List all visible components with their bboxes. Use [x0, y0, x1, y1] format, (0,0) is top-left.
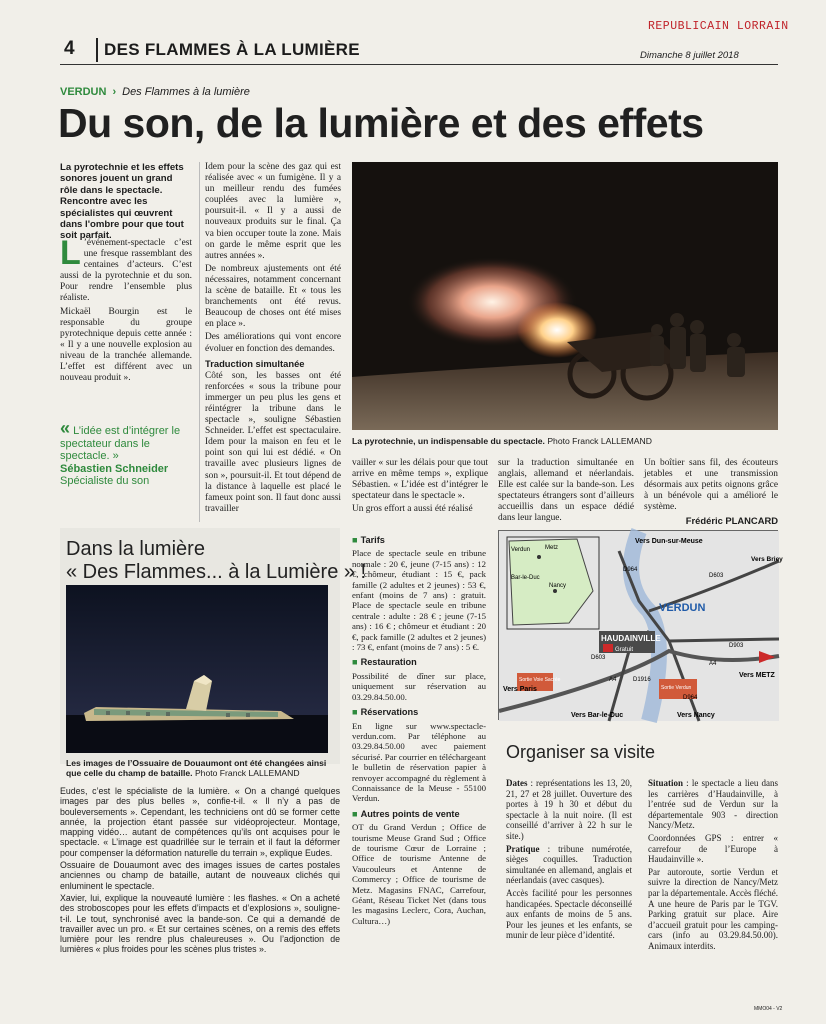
tarifs-heading: ■ Tarifs	[352, 535, 385, 545]
map-label-verdun: VERDUN	[659, 602, 706, 614]
quote-text: L’idée est d’intégrer le spectateur dans le spectacle. »	[60, 425, 181, 463]
header-rule	[60, 64, 778, 65]
sidebar-paragraph: Eudes, c’est le spécialiste de la lumière. « On a changé quelques images par des plus belles », confie-t-il. « Il n’y a pas de bouleversements ». Cependant, les techniciens ont dû se former cette année, la projection étant passée sur vidéoprojecteur. Montage, mapping vidéo… autant de compétences qu’ils ont acquises pour le spectacle. « L’image est quadrillée sur le terrain et il faut la déformer pour compenser la déformation naturelle du terrain », explique Eudes.	[60, 786, 340, 858]
photo-credit: Photo Franck LALLEMAND	[547, 436, 652, 446]
article-column-2	[205, 162, 341, 517]
map-label-d903: D903	[729, 643, 744, 649]
visit-paragraph: Accès facilité pour les personnes handicapées. Spectacle déconseillé aux enfants de moins de 5 ans. Pour les jeunes et les enfants, se munir de leur pièce d’identité.	[506, 887, 632, 941]
column-divider	[199, 162, 200, 522]
article-paragraph: Un gros effort a aussi été réalisé	[352, 504, 473, 515]
article-paragraph: Idem pour la scène des gaz qui est réalisée avec « un fumigène. Il y a un meilleur rendu des fumées couplées avec la lumière », poursuit-il. « Il y a aussi de nouveaux produits sur le final. Ça va bien occuper toute la zone. Mais on garde le même esprit que les autres années ».	[205, 162, 341, 261]
article-column-4	[498, 458, 634, 527]
map-label-sortie-verdun: Sortie Verdun	[661, 685, 692, 691]
article-paragraph: De nombreux ajustements ont été nécessaires, notamment concernant la scène de bataille. Et « tous les branchements ont été revus. Beaucoup de choses ont été mises en place ».	[205, 263, 341, 330]
article-paragraph: Des améliorations qui vont encore évoluer en fonction des demandes.	[205, 332, 341, 354]
sidebar-title-line: « Des Flammes... à la Lumière » !	[66, 561, 367, 583]
map-label-metz-inset: Metz	[545, 545, 559, 551]
quote-role: Spécialiste du son	[60, 475, 150, 488]
map-label-a4: A4	[609, 677, 617, 683]
visit-paragraph: Situation : le spectacle a lieu dans les carrières d’Haudainville, à l’entrée sud de Verdun sur la départementale 903 - direction Nancy/Metz.	[648, 778, 778, 831]
kicker	[60, 86, 250, 98]
map-label-metz: Vers METZ	[739, 672, 775, 679]
article-paragraph: sur la traduction simultanée en anglais, allemand et néerlandais. Elle est calée sur la bande-son. Les spectateurs étrangers sont d’ailleurs accueillis dans un espace dédié dans leur langue.	[498, 458, 634, 524]
page-number: 4	[64, 38, 75, 59]
headline: Du son, de la lumière et des effets	[58, 100, 704, 146]
sidebar-photo-credit: Photo Franck LALLEMAND	[194, 768, 300, 778]
visit-paragraph: Dates : représentations les 13, 20, 21, 27 et 28 juillet. Ouverture des portes à 19 h 30 et début du spectacle à la nuit noire. (Il est conseillé d’arriver à 22 h sur le site.)	[506, 778, 632, 841]
newspaper-stamp: REPUBLICAIN LORRAIN	[648, 20, 789, 33]
visit-title: Organiser sa visite	[506, 742, 656, 762]
map-label-verdun-inset: Verdun	[511, 547, 531, 553]
article-signature: Frédéric PLANCARD	[685, 515, 778, 527]
map-label-paris: Vers Paris	[503, 686, 537, 693]
restauration-text: Possibilité de dîner sur place, uniquement sur réservation au 03.29.84.50.00.	[352, 670, 486, 702]
sidebar-paragraph: Xavier, lui, explique la nouveauté lumière : les flashes. « On a acheté des stroboscopes pour les effets d’impacts et d’explosions », souligne-t-il. Le tout, synchronisé avec la bande-son. Ce qui a demandé de travailler avec un pro. « Et sur certaines scènes, on a remis des effets lumière pour les rendre plus chaleureuses ». Ou l’adjonction de lumières « plus froides pour les scènes plus tristes ».	[60, 892, 340, 955]
access-map	[498, 530, 783, 720]
map-label-bar-le-duc: Vers Bar-le-Duc	[571, 712, 624, 719]
map-label-bar-inset: Bar-le-Duc	[511, 575, 540, 581]
sidebar-caption-text: Les images de l’Ossuaire de Douaumont ont été changées ainsi que celle du champ de bataille.	[66, 758, 327, 778]
sidebar-text	[60, 786, 340, 957]
pull-quote	[60, 418, 192, 488]
map-label-nancy: Vers Nancy	[677, 712, 715, 719]
issue-date: Dimanche 8 juillet 2018	[640, 50, 739, 61]
photo-caption-text: La pyrotechnie, un indispensable du spectacle.	[352, 436, 545, 446]
reservations-heading: ■ Réservations	[352, 707, 419, 718]
sidebar-photo-caption	[66, 758, 334, 778]
article-subhead: Traduction simultanée	[205, 357, 305, 369]
map-label-d1916: D1916	[633, 677, 651, 683]
article-paragraph: vailler « sur les délais pour que tout arrive en même temps », explique Sébastien. « L’idée est d’intégrer le spectateur dans le spectacle ».	[352, 458, 488, 502]
article-column-5	[644, 458, 778, 529]
map-label-haudainville: HAUDAINVILLE	[601, 634, 661, 643]
quote-author: Sébastien Schneider	[60, 462, 169, 475]
article-column-3	[352, 458, 488, 517]
kicker-section: Des Flammes à la lumière	[122, 86, 250, 98]
article-paragraph: ’événement-spectacle c’est une fresque rassemblant des centaines d’acteurs. C’est aussi de la pyrotechnie et du son. Pour rendre l’ensemble plus réaliste.	[60, 238, 192, 304]
page-footer-code: MMO04 - V2	[754, 1006, 783, 1012]
cannon-photo	[352, 162, 778, 430]
practical-info	[352, 530, 486, 928]
map-label-gratuit: Gratuit	[615, 647, 634, 653]
visit-column-2	[648, 778, 778, 954]
map-label-d603: D603	[709, 573, 724, 579]
map-label-sortie-voie-sacree: Sortie Voie Sacrée	[519, 677, 561, 683]
sidebar-title-line: Dans la lumière	[66, 538, 205, 560]
quote-mark-icon: «	[60, 418, 71, 438]
standfirst: La pyrotechnie et les effets sonores jouent un grand rôle dans le spectacle. Rencontre avec les spécialistes qui œuvrent dans l'ombre pour que tout soit parfait.	[60, 162, 184, 242]
restauration-heading: ■ Restauration	[352, 657, 417, 668]
tarifs-text: Place de spectacle seule en tribune normale : 20 €, jeune (7-15 ans) : 12 €, chômeur, étudiant : 15 €, pack famille (2 adultes et 2 jeunes) : 53 €, enfant (moins de 7 ans) : gratuit. Place de spectacle seule en tribune centrale : adulte : 28 € ; jeune (7-15 ans) : 16 € ; chômeur et étudiant : 20 €, pack famille (2 adultes et 2 jeunes) : 73 €, enfant (moins de 7 ans) : 5 €.	[352, 548, 486, 653]
header-separator	[96, 38, 98, 62]
article-paragraph: Mickaël Bourgin est le responsable du groupe pyrotechnique depuis cette année : « Il y a une nouvelle explosion au niveau de la tranchée allemande. L’effet est différent avec un nouveau produit ».	[60, 306, 192, 384]
article-paragraph: Côté son, les basses ont été renforcées « sous la tribune pour immerger un peu plus les gens et réintégrer la tribune dans le spectacle », souligne Sébastien Schneider. L’effet est spectaculaire. Idem pour la maison en feu et le point son qui lui est dédié. « On travaille avec plusieurs lignes de son », poursuit-il. Et tout dépend de la distance à laquelle est placé le fameux point son. Il faut donc aussi travailler	[205, 370, 341, 514]
photo-caption	[352, 436, 778, 446]
visit-paragraph: Pratique : tribune numérotée, sièges coquilles. Traduction simultanée en allemand, anglais et néerlandais (avec casques).	[506, 843, 632, 886]
points-de-vente-heading: ■ Autres points de vente	[352, 808, 460, 819]
map-label-briey: Vers Briey	[751, 556, 783, 563]
kicker-arrow-icon: ›	[112, 86, 117, 98]
kicker-city: VERDUN	[60, 86, 107, 98]
map-label-d603b: D603	[591, 655, 606, 661]
article-paragraph: Un boîtier sans fil, des écouteurs jetables et une transmission désormais aux petits oignons grâce à un bénévole qui a amélioré le système.	[644, 458, 778, 513]
visit-paragraph: Coordonnées GPS : entrer « carrefour de l’Europe à Haudainville ».	[648, 832, 778, 865]
visit-column-1	[506, 778, 632, 943]
visit-paragraph: Par autoroute, sortie Verdun et suivre la direction de Nancy/Metz par la départementale. Accès fléché. A une heure de Paris par le TGV. Parking gratuit sur place. Aire d’accueil gratuit pour les camping-cars (info au 03.29.84.50.00). Animaux interdits.	[648, 866, 778, 951]
map-label-d964: D964	[623, 567, 638, 573]
article-column-1	[60, 234, 192, 386]
map-label-a4b: A4	[709, 661, 717, 667]
ossuary-photo	[66, 585, 328, 753]
sidebar-title	[66, 538, 366, 584]
map-label-dun: Vers Dun-sur-Meuse	[635, 538, 703, 545]
reservations-text: En ligne sur www.spectacle-verdun.com. Par téléphone au 03.29.84.50.00 avec paiement sécurisé. Par courrier en téléchargeant le bulletin de réservation papier à renvoyer accompagné du règlement à Connaissance de la Meuse - 55100 Verdun.	[352, 720, 486, 804]
map-label-nancy-inset: Nancy	[549, 583, 567, 589]
rubric-title: DES FLAMMES À LA LUMIÈRE	[104, 40, 360, 59]
sidebar-paragraph: Ossuaire de Douaumont avec des images issues de cartes postales anciennes ou champ de bataille, autant de nouveaux clichés qui enluminent le spectacle.	[60, 860, 340, 891]
dropcap: L	[60, 234, 81, 272]
map-label-d964b: D964	[683, 695, 698, 701]
points-de-vente-text: OT du Grand Verdun ; Office de tourisme Meuse Grand Sud ; Office de tourisme Cœur de Lorraine ; Office de tourisme Antenne de Vaucouleurs et Antenne de Commercy ; Office de tourisme de Metz. Magasins FNAC, Carrefour, Géant, Réseau Ticket Net (dans tous les magasins Leclerc, Cora, Auchan, Cultura…)	[352, 822, 486, 926]
